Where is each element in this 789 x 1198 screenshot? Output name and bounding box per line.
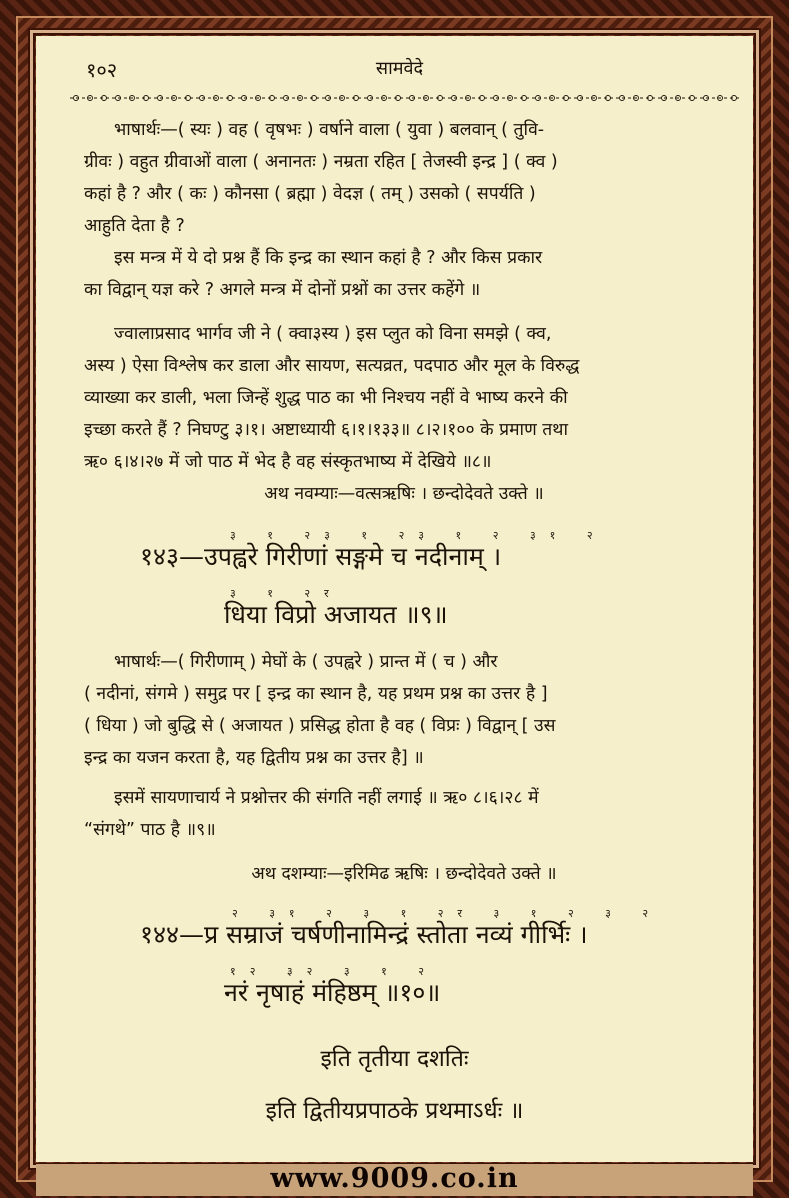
page-header xyxy=(86,56,713,86)
page-number: १०२ xyxy=(86,58,118,82)
intro-ninth-mantra: अथ नवम्याः—वत्सऋषिः । छन्दोदेवते उक्ते ॥ xyxy=(264,484,544,504)
commentary-paragraph xyxy=(84,318,724,478)
mantra-143-line-1: १४३—उपह्वरे गिरीणां सङ्गमे च नदीनाम् । xyxy=(140,542,502,571)
text-line: का विद्वान् यज्ञ करे ? अगले मन्त्र में दोनों प्रश्नों का उत्तर कहेंगे ॥ xyxy=(84,280,481,300)
svara-marks: ३ १ २३ १ २३ १ २ ३१ २ xyxy=(230,529,607,542)
note-paragraph xyxy=(84,782,724,846)
text-line: इस मन्त्र में ये दो प्रश्न हैं कि इन्द्र का स्थान कहां है ? और किस प्रकार xyxy=(114,248,543,268)
intro-tenth-mantra: अथ दशम्याः—इरिमिढ ऋषिः । छन्दोदेवते उक्ते ॥ xyxy=(251,864,557,884)
svara-marks: २ ३१ २ ३ १ २र ३ १ २ ३ २ xyxy=(232,907,663,920)
text-line: अस्य ) ऐसा विश्लेष कर डाला और सायण, सत्यव्रत, पदपाठ और मूल के विरुद्ध xyxy=(84,356,580,376)
question-paragraph xyxy=(84,242,724,306)
website-watermark: www.9009.co.in xyxy=(270,1163,519,1194)
svara-marks: ३ १ २र xyxy=(230,587,343,600)
running-title: सामवेदे xyxy=(375,58,424,79)
text-line: ऋ० ६।४।२७ में जो पाठ में भेद है वह संस्कृतभाष्य में देखिये ॥८॥ xyxy=(84,452,492,472)
text-line: भाषार्थः—( स्यः ) वह ( वृषभः ) वर्षाने वाला ( युवा ) बलवान् ( तुवि- xyxy=(114,120,545,140)
text-line: आहुति देता है ? xyxy=(84,216,185,236)
text-line: ( नदीनां, संगमे ) समुद्र पर [ इन्द्र का स्थान है, यह प्रथम प्रश्न का उत्तर है ] xyxy=(84,684,548,704)
text-line: “संगथे” पाठ है ॥९॥ xyxy=(84,820,216,840)
section-end-1: इति तृतीया दशतिः xyxy=(320,1046,469,1072)
mantra-144-line-1: १४४—प्र सम्राजं चर्षणीनामिन्द्रं स्तोता नव्यं गीर्भिः । xyxy=(140,920,588,949)
section-end-2: इति द्वितीयप्रपाठके प्रथमाऽर्धः ॥ xyxy=(265,1098,524,1124)
svara-marks: १२ ३२ ३ १ २ xyxy=(230,965,439,978)
text-line: कहां है ? और ( कः ) कौनसा ( ब्रह्मा ) वेदज्ञ ( तम् ) उसको ( सपर्यति ) xyxy=(84,184,536,204)
scanned-page xyxy=(36,36,753,1162)
meaning-paragraph-1 xyxy=(84,114,724,242)
ornamental-rule xyxy=(70,94,740,102)
text-line: व्याख्या कर डाली, भला जिन्हें शुद्ध पाठ का भी निश्चय नहीं वे भाष्य करने की xyxy=(84,388,568,408)
mantra-144-line-2: नरं नृषाहं मंहिष्ठम् ॥१०॥ xyxy=(224,978,441,1007)
text-line: ग्रीवः ) वहुत ग्रीवाओं वाला ( अनानतः ) नम्रता रहित [ तेजस्वी इन्द्र ] ( क्व ) xyxy=(84,152,558,172)
text-line: इसमें सायणाचार्य ने प्रश्नोत्तर की संगति नहीं लगाई ॥ ऋ० ८।६।२८ में xyxy=(114,788,539,808)
text-line: भाषार्थः—( गिरीणाम् ) मेघों के ( उपह्वरे ) प्रान्त में ( च ) और xyxy=(114,652,498,672)
text-line: इन्द्र का यजन करता है, यह द्वितीय प्रश्न का उत्तर है] ॥ xyxy=(84,748,424,768)
text-line: ( धिया ) जो बुद्धि से ( अजायत ) प्रसिद्ध होता है वह ( विप्रः ) विद्वान् [ उस xyxy=(84,716,556,736)
meaning-paragraph-2 xyxy=(84,646,724,774)
mantra-143-line-2: धिया विप्रो अजायत ॥९॥ xyxy=(224,600,448,629)
text-line: ज्वालाप्रसाद भार्गव जी ने ( क्वा३स्य ) इस प्लुत को विना समझे ( क्व, xyxy=(114,324,552,344)
text-line: इच्छा करते हैं ? निघण्टु ३।१। अष्टाध्यायी ६।१।१३३॥ ८।२।१०० के प्रमाण तथा xyxy=(84,420,568,440)
